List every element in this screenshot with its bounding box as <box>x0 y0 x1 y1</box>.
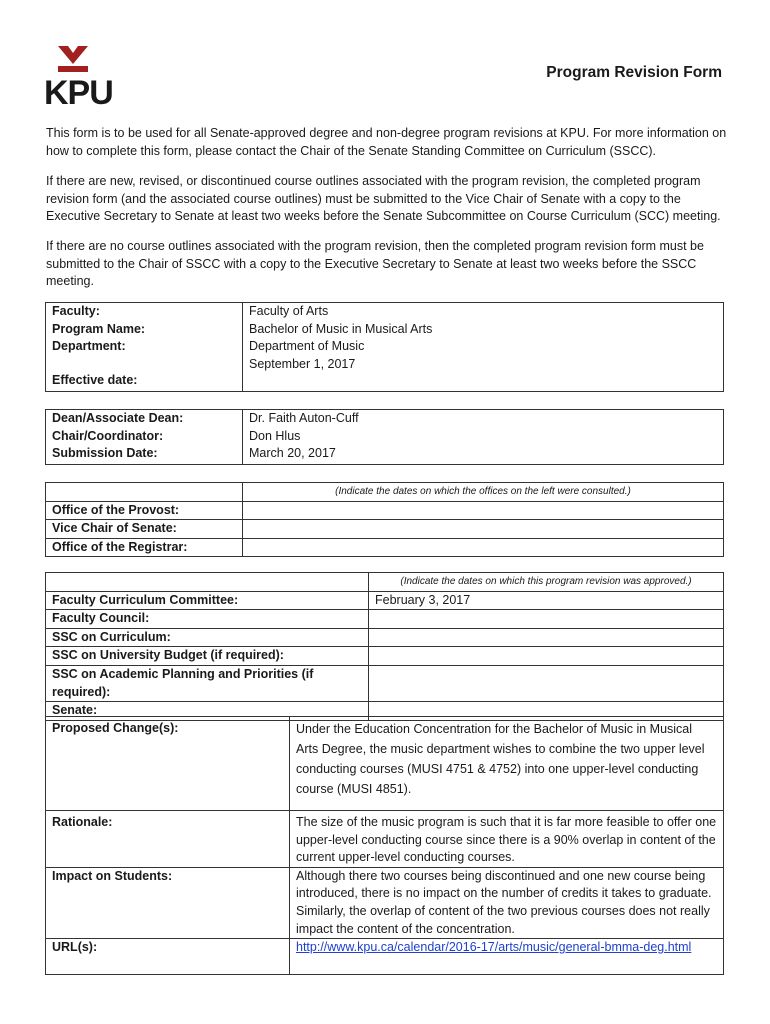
program-name-value[interactable]: Bachelor of Music in Musical Arts <box>249 321 433 336</box>
chair-label: Chair/Coordinator: <box>52 428 164 443</box>
rationale-label: Rationale: <box>46 811 290 868</box>
details-table <box>45 716 724 975</box>
submitter-values-cell <box>243 410 724 465</box>
program-url-link[interactable]: http://www.kpu.ca/calendar/2016-17/arts/music/general-bmma-deg.html <box>296 940 692 955</box>
approval-note: (Indicate the dates on which this program revision was approved.) <box>369 573 724 592</box>
page-title: Program Revision Form <box>546 64 722 81</box>
impact-value[interactable]: Although there two courses being discontinued and one new course being introduced, there is no impact on the number of credits it takes to graduate. Similarly, the overlap of content of the two previous courses does not really impact the content of the concentration. <box>290 867 724 938</box>
approval-value[interactable] <box>369 628 724 647</box>
approval-value[interactable]: February 3, 2017 <box>369 591 724 610</box>
dean-value[interactable]: Dr. Faith Auton-Cuff <box>249 411 359 425</box>
consultation-value[interactable] <box>243 520 724 539</box>
impact-label: Impact on Students: <box>46 867 290 938</box>
consultation-label: Office of the Registrar: <box>46 538 243 557</box>
approval-label: SSC on University Budget (if required): <box>46 647 369 666</box>
consultation-table <box>45 482 724 557</box>
program-values-cell <box>243 303 724 392</box>
department-value[interactable]: Department of Music <box>249 339 365 354</box>
approval-table <box>45 572 724 721</box>
effective-date-label: Effective date: <box>52 373 138 388</box>
approval-label: Faculty Council: <box>46 610 369 629</box>
url-label: URL(s): <box>46 939 290 975</box>
kpu-logo: KPU <box>44 74 113 112</box>
proposed-change-label: Proposed Change(s): <box>46 717 290 811</box>
approval-value[interactable] <box>369 665 724 701</box>
approval-label: Senate: <box>46 702 369 721</box>
submission-date-value[interactable]: March 20, 2017 <box>249 446 336 461</box>
submitter-table <box>45 409 724 465</box>
consultation-value[interactable] <box>243 538 724 557</box>
approval-value[interactable] <box>369 610 724 629</box>
intro-paragraph-1: This form is to be used for all Senate-approved degree and non-degree program revisions at KPU. For more information on how to complete this form, please contact the Chair of the Senate Standing Committee on Curriculum (SSCC). <box>46 126 727 158</box>
consultation-value[interactable] <box>243 501 724 520</box>
consultation-note: (Indicate the dates on which the offices on the left were consulted.) <box>243 483 724 502</box>
program-name-label: Program Name: <box>52 321 146 336</box>
department-label: Department: <box>52 339 126 354</box>
program-labels-cell <box>46 303 243 392</box>
faculty-value[interactable]: Faculty of Arts <box>249 304 329 318</box>
submitter-labels-cell <box>46 410 243 465</box>
proposed-change-value[interactable]: Under the Education Concentration for the Bachelor of Music in Musical Arts Degree, the music department wishes to combine the two upper level conducting courses (MUSI 4751 & 4752) into one upper-level conducting course (MUSI 4851). <box>290 717 724 811</box>
dean-label: Dean/Associate Dean: <box>52 411 184 425</box>
consultation-label: Vice Chair of Senate: <box>46 520 243 539</box>
rationale-value[interactable]: The size of the music program is such that it is far more feasible to offer one upper-level conducting course since there is a 90% overlap in content of the current upper-level conducting courses. <box>290 811 724 868</box>
approval-label: SSC on Curriculum: <box>46 628 369 647</box>
intro-paragraph-2: If there are new, revised, or discontinued course outlines associated with the program revision, the completed program revision form (and the associated course outlines) must be submitted to the Vice Chair of Senate with a copy to the Executive Secretary to Senate at least two weeks before the Senate Subcommittee on Course Curriculum (SCC) meeting. <box>46 174 721 223</box>
approval-label: Faculty Curriculum Committee: <box>46 591 369 610</box>
chair-value[interactable]: Don Hlus <box>249 428 301 443</box>
effective-date-value[interactable]: September 1, 2017 <box>249 356 356 371</box>
approval-label: SSC on Academic Planning and Priorities (if required): <box>46 665 369 701</box>
approval-value[interactable] <box>369 647 724 666</box>
intro-paragraph-3: If there are no course outlines associated with the program revision, then the completed program revision form must be submitted to the Chair of SSCC with a copy to the Executive Secretary to Senate at least two weeks before the SSCC meeting. <box>46 239 704 288</box>
submission-date-label: Submission Date: <box>52 446 158 461</box>
consultation-label: Office of the Provost: <box>46 501 243 520</box>
faculty-label: Faculty: <box>52 304 100 318</box>
program-info-table <box>45 302 724 392</box>
